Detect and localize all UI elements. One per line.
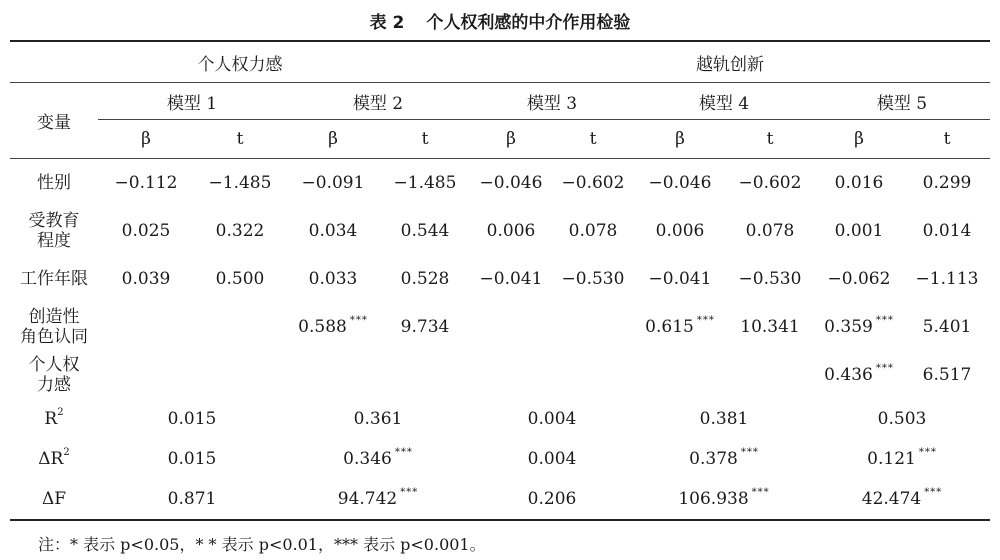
data-cell	[726, 255, 814, 303]
row-label-line: 力感	[37, 375, 71, 395]
row-label	[10, 351, 98, 399]
data-cell	[470, 351, 552, 399]
cell-value: 0.006	[486, 221, 536, 241]
cell-value: 0.322	[215, 221, 265, 241]
summary-cell	[814, 439, 990, 479]
cell-value: 0.615	[645, 317, 694, 337]
data-cell	[470, 303, 552, 351]
row-label	[10, 303, 98, 351]
cell-value: 0.014	[922, 221, 972, 241]
data-cell	[380, 303, 470, 351]
summary-cell	[634, 399, 814, 439]
t-header: t	[943, 129, 951, 149]
table-caption	[0, 8, 1000, 33]
cell-value: 0.359	[824, 317, 873, 337]
summary-cell	[286, 479, 470, 520]
table-note: 注：* 表示 p<0.05，* * 表示 p<0.01，*** 表示 p<0.001。	[38, 535, 486, 554]
summary-cell	[470, 479, 634, 520]
significance-marker: ***	[349, 315, 368, 326]
row-label-superscript: 2	[63, 447, 70, 458]
data-cell	[98, 351, 194, 399]
data-cell	[380, 159, 470, 208]
row-label	[10, 159, 98, 208]
model-header: 模型 2	[286, 83, 470, 120]
cell-value: −1.485	[393, 173, 457, 193]
cell-value: −1.485	[208, 173, 272, 193]
row-label	[10, 479, 98, 520]
row-label	[10, 207, 98, 255]
table-row	[10, 303, 990, 351]
variable-header: 变量	[37, 113, 71, 133]
significance-marker: ***	[751, 487, 770, 498]
cell-value: 0.436	[824, 365, 873, 385]
header-bt-row	[10, 120, 990, 159]
data-cell	[814, 207, 904, 255]
data-cell	[194, 303, 286, 351]
summary-cell	[286, 399, 470, 439]
cell-value: −0.091	[301, 173, 365, 193]
cell-value: 0.378	[689, 449, 738, 469]
cell-value: 0.015	[167, 449, 217, 469]
cell-value: −0.112	[114, 173, 178, 193]
cell-value: 0.544	[400, 221, 450, 241]
significance-marker: ***	[924, 487, 943, 498]
row-label-line: 个人权	[28, 355, 80, 375]
data-cell	[470, 207, 552, 255]
row-label-text: ΔF	[41, 489, 67, 509]
table-row	[10, 159, 990, 208]
significance-marker: ***	[696, 315, 715, 326]
cell-value: 0.015	[167, 409, 217, 429]
cell-value: 0.503	[877, 409, 927, 429]
summary-cell	[470, 399, 634, 439]
table-row	[10, 255, 990, 303]
cell-value: −0.530	[738, 269, 802, 289]
data-cell	[634, 303, 726, 351]
data-cell	[904, 159, 990, 208]
row-label	[10, 439, 98, 479]
data-cell	[634, 207, 726, 255]
data-cell	[814, 303, 904, 351]
model-header: 模型 1	[98, 83, 286, 120]
cell-value: 0.078	[568, 221, 618, 241]
significance-marker: ***	[740, 447, 759, 458]
summary-cell	[634, 439, 814, 479]
data-cell	[726, 207, 814, 255]
row-label-line: 创造性	[28, 307, 80, 327]
cell-value: 0.004	[527, 409, 577, 429]
cell-value: 0.078	[745, 221, 795, 241]
cell-value: 106.938	[678, 489, 749, 509]
data-cell	[726, 351, 814, 399]
data-cell	[552, 207, 634, 255]
data-cell	[904, 255, 990, 303]
summary-cell	[814, 399, 990, 439]
data-cell	[194, 159, 286, 208]
data-cell	[286, 207, 380, 255]
row-label-line: 工作年限	[20, 269, 88, 289]
summary-row	[10, 399, 990, 439]
t-header: t	[589, 129, 597, 149]
row-label-line: 受教育	[28, 211, 80, 231]
cell-value: −0.046	[479, 173, 543, 193]
data-cell	[98, 159, 194, 208]
significance-marker: ***	[875, 315, 894, 326]
summary-row	[10, 439, 990, 479]
beta-header: β	[854, 129, 864, 149]
significance-marker: ***	[918, 447, 937, 458]
cell-value: 0.034	[308, 221, 358, 241]
cell-value: −0.062	[827, 269, 891, 289]
cell-value: 0.500	[215, 269, 265, 289]
summary-cell	[470, 439, 634, 479]
cell-value: 0.016	[834, 173, 884, 193]
cell-value: 0.528	[400, 269, 450, 289]
model-header: 模型 5	[814, 83, 990, 120]
significance-marker: ***	[394, 447, 413, 458]
cell-value: 0.006	[655, 221, 705, 241]
cell-value: −0.041	[648, 269, 712, 289]
data-cell	[726, 159, 814, 208]
summary-cell	[98, 439, 286, 479]
data-cell	[814, 351, 904, 399]
cell-value: 10.341	[740, 317, 800, 337]
row-label-superscript: 2	[57, 407, 64, 418]
caption-label: 表 2	[369, 13, 405, 33]
cell-value: 0.206	[527, 489, 577, 509]
summary-cell	[98, 399, 286, 439]
data-cell	[904, 303, 990, 351]
data-cell	[634, 351, 726, 399]
data-cell	[634, 255, 726, 303]
data-cell	[552, 159, 634, 208]
table-row	[10, 207, 990, 255]
data-cell	[726, 303, 814, 351]
data-cell	[904, 207, 990, 255]
data-cell	[286, 303, 380, 351]
beta-header: β	[506, 129, 516, 149]
data-cell	[286, 159, 380, 208]
row-label-line: 性别	[37, 173, 71, 193]
data-cell	[470, 255, 552, 303]
data-cell	[380, 207, 470, 255]
header-model-row	[10, 83, 990, 120]
data-cell	[634, 159, 726, 208]
t-header: t	[766, 129, 774, 149]
cell-value: 9.734	[400, 317, 450, 337]
model-header: 模型 4	[634, 83, 814, 120]
data-cell	[194, 207, 286, 255]
cell-value: 94.742	[337, 489, 398, 509]
row-label	[10, 399, 98, 439]
cell-value: 5.401	[922, 317, 972, 337]
data-cell	[286, 351, 380, 399]
significance-marker: ***	[875, 363, 894, 374]
row-label	[10, 255, 98, 303]
cell-value: −0.602	[738, 173, 802, 193]
cell-value: 0.588	[298, 317, 347, 337]
row-label-text: R	[44, 409, 58, 429]
group-header-innovation: 越轨创新	[470, 41, 990, 83]
cell-value: 0.346	[343, 449, 392, 469]
cell-value: 0.381	[699, 409, 749, 429]
results-table	[10, 40, 990, 521]
data-cell	[98, 207, 194, 255]
cell-value: 6.517	[922, 365, 972, 385]
cell-value: 0.033	[308, 269, 358, 289]
cell-value: 0.361	[353, 409, 403, 429]
table-row	[10, 351, 990, 399]
cell-value: −0.046	[648, 173, 712, 193]
data-cell	[552, 303, 634, 351]
caption-title: 个人权利感的中介作用检验	[426, 13, 631, 33]
data-cell	[814, 255, 904, 303]
beta-header: β	[141, 129, 151, 149]
cell-value: 0.299	[922, 173, 972, 193]
data-cell	[904, 351, 990, 399]
t-header: t	[421, 129, 429, 149]
data-cell	[98, 255, 194, 303]
data-cell	[194, 255, 286, 303]
group-header-power: 个人权力感	[10, 41, 470, 83]
model-header: 模型 3	[470, 83, 634, 120]
row-label-line: 程度	[37, 231, 71, 251]
summary-cell	[814, 479, 990, 520]
beta-header: β	[675, 129, 685, 149]
row-label-line: 角色认同	[20, 327, 88, 347]
beta-header: β	[328, 129, 338, 149]
cell-value: −0.041	[479, 269, 543, 289]
summary-cell	[98, 479, 286, 520]
summary-row	[10, 479, 990, 520]
cell-value: 0.039	[121, 269, 171, 289]
summary-cell	[286, 439, 470, 479]
data-cell	[286, 255, 380, 303]
cell-value: 0.871	[167, 489, 217, 509]
data-cell	[552, 351, 634, 399]
cell-value: 0.121	[867, 449, 916, 469]
data-cell	[380, 351, 470, 399]
cell-value: 0.025	[121, 221, 171, 241]
data-cell	[814, 159, 904, 208]
data-cell	[380, 255, 470, 303]
significance-marker: ***	[400, 487, 419, 498]
cell-value: 0.004	[527, 449, 577, 469]
cell-value: 42.474	[861, 489, 922, 509]
data-cell	[98, 303, 194, 351]
row-label-text: ΔR	[38, 449, 64, 469]
cell-value: −1.113	[915, 269, 979, 289]
summary-cell	[634, 479, 814, 520]
header-group-row	[10, 41, 990, 83]
cell-value: 0.001	[834, 221, 884, 241]
data-cell	[194, 351, 286, 399]
data-cell	[552, 255, 634, 303]
cell-value: −0.530	[561, 269, 625, 289]
cell-value: −0.602	[561, 173, 625, 193]
t-header: t	[236, 129, 244, 149]
data-cell	[470, 159, 552, 208]
